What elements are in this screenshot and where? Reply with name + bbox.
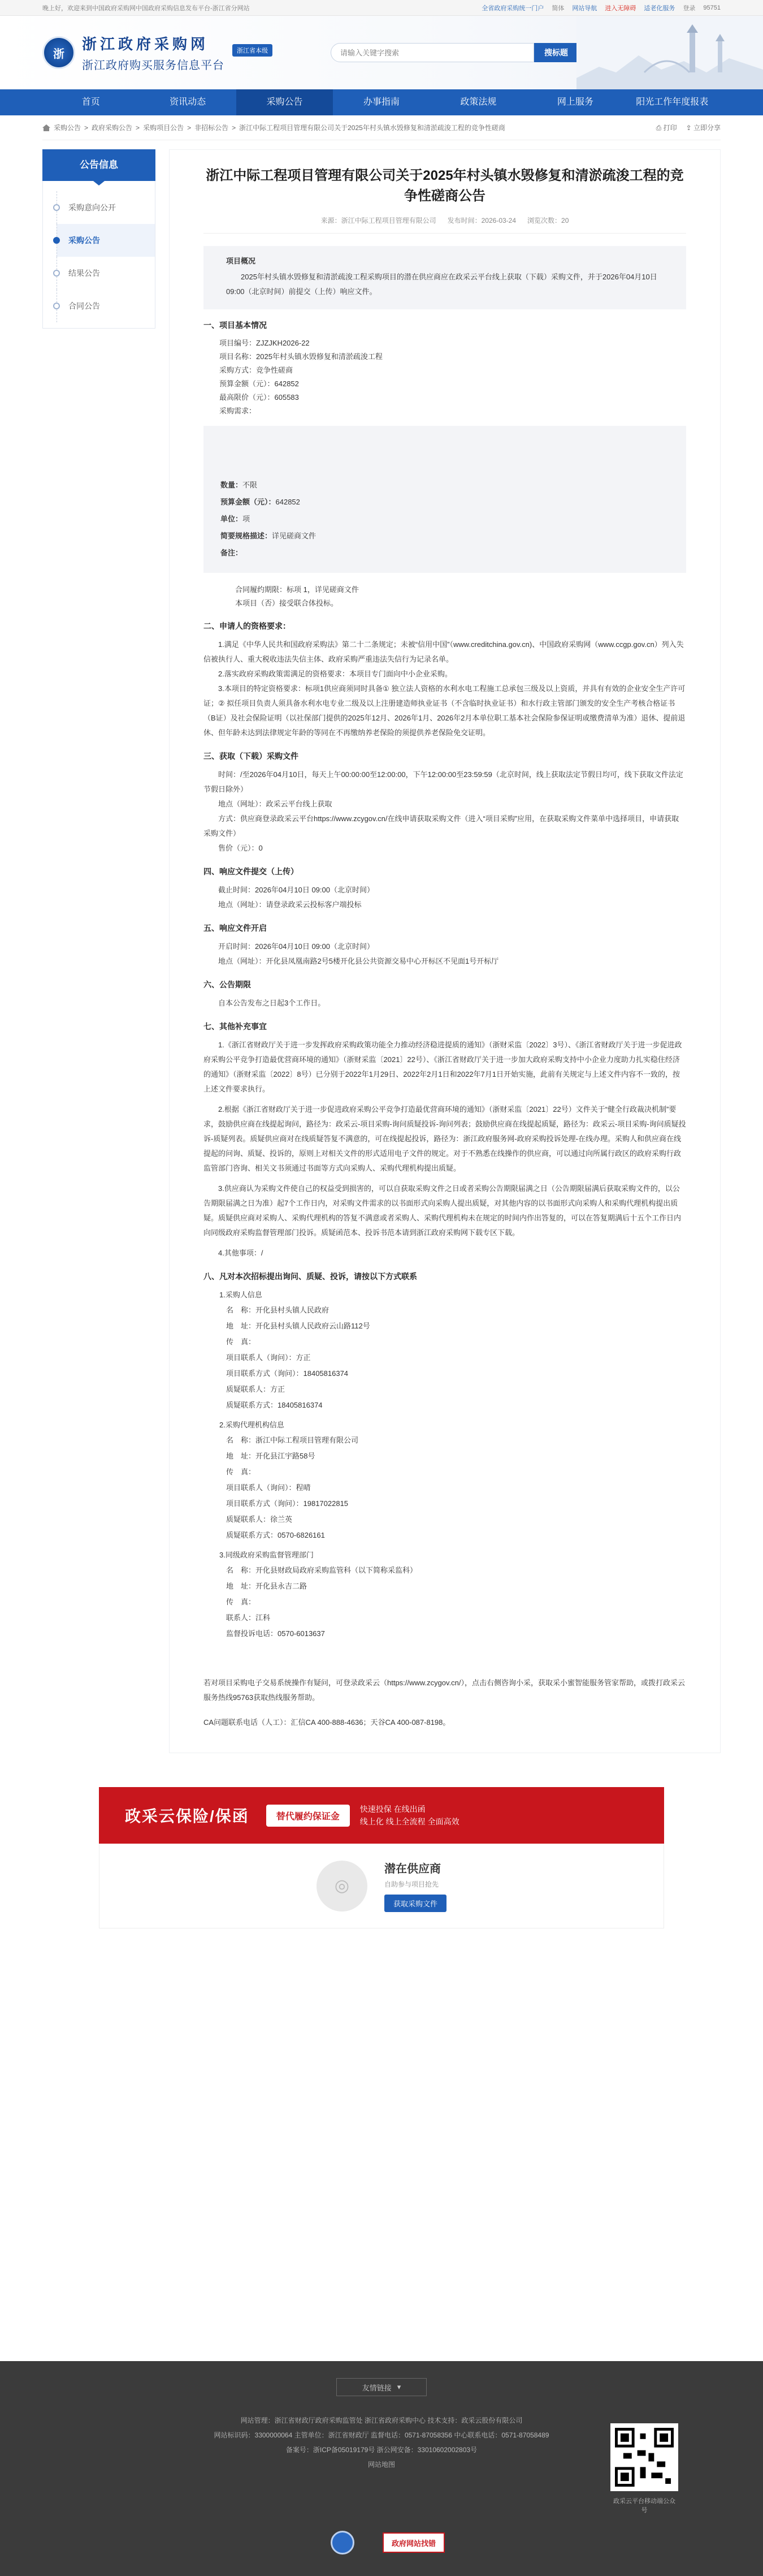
nav-news[interactable]: 资讯动态 bbox=[170, 97, 206, 107]
nav-policy[interactable]: 政策法规 bbox=[460, 97, 497, 107]
req-row: 数量：不限 bbox=[220, 481, 258, 489]
chevron-down-icon: ▾ bbox=[397, 2383, 401, 2391]
acquire-paragraph: 售价（元）：0 bbox=[218, 844, 263, 852]
breadcrumb-item[interactable]: 采购项目公告 bbox=[143, 124, 184, 132]
project-name: 项目名称：2025年村头镇水毁修复和清淤疏浚工程 bbox=[219, 352, 383, 361]
section-heading: 三、获取（下载）采购文件 bbox=[203, 752, 298, 761]
section-heading: 五、响应文件开启 bbox=[203, 924, 267, 933]
contact-line: 项目联系人（询问）：方正 bbox=[226, 1353, 311, 1362]
share-button[interactable]: ⇪ 立即分享 bbox=[686, 124, 721, 132]
site-title[interactable] bbox=[82, 33, 224, 72]
notice-period: 自本公告发布之日起3个工作日。 bbox=[218, 999, 326, 1007]
site-title-sub: 浙江政府购买服务信息平台 bbox=[82, 59, 224, 72]
insurance-banner[interactable] bbox=[99, 1787, 664, 1844]
top-bar bbox=[0, 0, 763, 16]
contact-line: 传 真： bbox=[226, 1337, 256, 1346]
top-link-accessibility[interactable]: 进入无障碍 bbox=[605, 5, 636, 12]
friend-links-select[interactable]: 友情链接 ▾ bbox=[336, 2378, 427, 2396]
supplement-paragraph: 2.根据《浙江省财政厅关于进一步促进政府采购公平竞争打造最优营商环境的通知》（浙财采监〔2021〕22号）文件关于“健全行政裁决机制”要求，鼓励供应商在线提起询问，路径为：政采云-项目采购-询问质疑投诉-询问列表；鼓励供应商在线提起质疑，路径为：政采云-项目采购-询问质疑投诉-质疑列表。质疑供应商对在线质疑答复不满意的，可在线提起投诉，路径为：浙江政府服务网-政府采购投诉处理-在线办理。采购人和供应商在线提起的问询、质疑、投诉的，原则上对相关文件的形式适用电子文件的规定。对于不熟悉在线操作的供应商，可以通过向所属行政区的政府采购行政监管部门咨询、相关文书须通过书面等方式向采购人、采购代理机构提出质疑。 bbox=[203, 1105, 686, 1172]
budget-amount: 预算金额（元）：642852 bbox=[219, 379, 299, 388]
contact-line: 地 址：开化县江宇路58号 bbox=[226, 1452, 315, 1460]
breadcrumb-current: 浙江中际工程项目管理有限公司关于2025年村头镇水毁修复和清淤疏浚工程的竞争性磋商 bbox=[239, 124, 505, 132]
site-footer bbox=[0, 2361, 763, 2576]
ca-contact-note: CA问题联系电话（人工）：汇信CA 400-888-4636；天谷CA 400-087-8198。 bbox=[203, 1718, 450, 1727]
section-heading: 八、凡对本次招标提出询问、质疑、投诉，请按以下方式联系 bbox=[203, 1272, 417, 1281]
max-price: 最高限价（元）：605583 bbox=[219, 393, 299, 402]
nav-annual-report[interactable]: 阳光工作年度报表 bbox=[636, 97, 709, 107]
section-heading: 七、其他补充事宜 bbox=[203, 1022, 267, 1031]
footer-info bbox=[99, 2413, 664, 2472]
submit-deadline: 截止时间：2026年04月10日 09:00（北京时间） bbox=[218, 886, 374, 894]
footer-line: 网站管理：浙江省财政厅政府采购监管处 浙江省政府采购中心 技术支持：政采云股份有限公司 bbox=[240, 2417, 523, 2424]
banner-sub: 快速投保 在线出函 线上化 线上全流程 全面高效 bbox=[359, 1805, 459, 1826]
supplier-avatar-icon: ◎ bbox=[317, 1861, 367, 1911]
req-row: 单位：项 bbox=[220, 515, 250, 523]
contact-heading: 3.同级政府采购监督管理部门 bbox=[219, 1551, 314, 1559]
footer-line: 网站标识码：3300000064 主管单位：浙江省财政厅 监督电话：0571-87058356 中心联系电话：0571-87058489 bbox=[214, 2431, 549, 2439]
acquire-paragraph: 时间：/至2026年04月10日，每天上午00:00:00至12:00:00，下午12:00:00至23:59:59（北京时间，线上获取法定节假日均可，线下获取文件法定节假日除外） bbox=[203, 770, 683, 793]
nav-announcements[interactable]: 采购公告 bbox=[236, 89, 333, 115]
contact-heading: 1.采购人信息 bbox=[219, 1291, 262, 1299]
req-row: 备注： bbox=[220, 549, 243, 557]
supplement-paragraph: 4.其他事项：/ bbox=[218, 1249, 263, 1257]
requirements-table bbox=[203, 426, 686, 573]
breadcrumb: 采购公告 > 政府采购公告 > 采购项目公告 > 非招标公告 > 浙江中际工程项目管理有限公司关于2025年村头镇水毁修复和清淤疏浚工程的竞争性磋商 ⎙ 打印 ⇪ 立即分享 bbox=[42, 115, 721, 140]
timeline-dot-icon bbox=[53, 204, 60, 211]
sidebar-title: 公告信息 bbox=[42, 149, 155, 181]
overview-text: 2025年村头镇水毁修复和清淤疏浚工程采购项目的潜在供应商应在政采云平台线上获取（下载）采购文件，并于2026年04月10日 09:00（北京时间）前提交（上传）响应文件。 bbox=[226, 273, 657, 296]
project-overview bbox=[203, 246, 686, 309]
footer-badges bbox=[331, 2531, 445, 2555]
timeline-dot-icon bbox=[53, 270, 60, 277]
article-title: 浙江中际工程项目管理有限公司关于2025年村头镇水毁修复和清淤疏浚工程的竞争性磋商公告 bbox=[206, 168, 684, 204]
sidebar-list bbox=[42, 181, 155, 329]
procurement-method: 采购方式：竞争性磋商 bbox=[219, 366, 293, 374]
sidebar bbox=[42, 149, 155, 1753]
site-header bbox=[0, 16, 763, 89]
contact-line: 质疑联系人：徐兰英 bbox=[226, 1515, 293, 1524]
nav-home[interactable]: 首页 bbox=[81, 97, 100, 107]
article-views: 浏览次数：20 bbox=[527, 217, 569, 225]
banner-tag: 替代履约保证金 bbox=[266, 1805, 350, 1827]
contact-line: 项目联系方式（询问）：18405816374 bbox=[226, 1369, 349, 1378]
article bbox=[169, 149, 721, 1753]
section-heading: 四、响应文件提交（上传） bbox=[203, 867, 298, 876]
req-row: 简要规格描述：详见磋商文件 bbox=[220, 532, 317, 540]
qualification-paragraph: 3.本项目的特定资格要求：标项1供应商须同时具备① 独立法人资格的水利水电工程施工总承包三级及以上资质，并具有有效的企业安全生产许可证；② 拟任项目负责人须具备水利水电专业二级及以上注册建造师执业证书（不含临时执业证书）和水行政主管部门颁发的安全生产考核合格证书（B证）及社会保险证明（以社保部门提供的2025年12月、2026年1月、2026年2月本单位职工基本社会保险参保证明或缴费清单为准）退休、提前退休、但年龄未达到法律规定年龄的等同在不再缴纳养老保险的须提供养老保险免交证明。 bbox=[203, 684, 686, 737]
top-link-nav[interactable]: 网站导航 bbox=[572, 5, 597, 12]
section-heading: 一、项目基本情况 bbox=[203, 321, 267, 330]
breadcrumb-item[interactable]: 政府采购公告 bbox=[92, 124, 133, 132]
home-icon[interactable] bbox=[42, 124, 50, 131]
contact-line: 名 称：浙江中际工程项目管理有限公司 bbox=[226, 1436, 359, 1444]
gov-site-error-report-badge[interactable]: 政府网站找错 bbox=[383, 2532, 445, 2553]
article-date: 发布时间：2026-03-24 bbox=[447, 217, 517, 225]
site-logo-icon[interactable]: 浙 bbox=[42, 36, 75, 69]
potential-supplier-card bbox=[99, 1844, 664, 1928]
submit-location: 地点（网址）：请登录政采云投标客户端投标 bbox=[218, 900, 362, 909]
supplement-paragraph: 1.《浙江省财政厅关于进一步发挥政府采购政策功能全力推动经济稳进提质的通知》（浙财采监〔2022〕3号）、《浙江省财政厅关于进一步促进政府采购公平竞争打造最优营商环境的通知》（浙财采监〔2021〕22号）、《浙江省财政厅关于进一步加大政府采购支持中小企业力度助力扎实稳住经济的通知》（浙财采监〔2022〕8号）已分别于2022年1月29日、2022年2月1日和2022年7月1日开始实施，此前有关规定与上述文件内容不一致的，按上述文件要求执行。 bbox=[203, 1041, 682, 1093]
supplier-sub: 自助参与项目抢先 bbox=[384, 1880, 439, 1888]
contact-line: 项目联系人（询问）：程晴 bbox=[226, 1483, 311, 1492]
main-nav bbox=[0, 89, 763, 115]
top-links bbox=[482, 3, 721, 12]
qr-caption: 政采云平台移动端公众号 bbox=[613, 2498, 675, 2514]
top-link-lang[interactable]: 简体 bbox=[552, 5, 565, 12]
contact-line: 地 址：开化县村头镇人民政府云山路112号 bbox=[226, 1322, 370, 1330]
requirements-label: 采购需求： bbox=[219, 407, 257, 415]
contact-heading: 2.采购代理机构信息 bbox=[219, 1421, 284, 1429]
article-meta bbox=[203, 215, 686, 234]
acquire-paragraph: 地点（网址）：政采云平台线上获取 bbox=[218, 800, 332, 808]
section-heading: 二、申请人的资格要求： bbox=[203, 622, 291, 631]
party-gov-badge-icon[interactable] bbox=[331, 2531, 354, 2555]
sidebar-item-result[interactable]: 结果公告 bbox=[57, 257, 155, 290]
qualification-paragraph: 1.满足《中华人民共和国政府采购法》第二十二条规定；未被“信用中国”（www.creditchina.gov.cn)、中国政府采购网（www.ccgp.gov.cn）列入失信被执行人、重大税收违法失信主体、政府采购严重违法失信行为记录名单。 bbox=[203, 640, 684, 663]
banner-title: 政采云保险/保函 bbox=[125, 1807, 249, 1825]
contact-line: 质疑联系方式：0570-6826161 bbox=[226, 1531, 325, 1539]
contact-line: 质疑联系人：方正 bbox=[226, 1385, 285, 1393]
main-area bbox=[42, 149, 721, 1753]
search-input[interactable] bbox=[331, 43, 534, 62]
print-button[interactable]: ⎙ 打印 bbox=[656, 124, 677, 132]
opening-time: 开启时间：2026年04月10日 09:00（北京时间） bbox=[218, 942, 374, 951]
project-number: 项目编号：ZJZJKH2026-22 bbox=[219, 339, 310, 347]
region-switch[interactable]: 浙江省本级 bbox=[232, 44, 272, 57]
greeting-text: 晚上好，欢迎来到中国政府采购网中国政府采购信息发布平台-浙江省分网站 bbox=[42, 5, 250, 12]
opening-location: 地点（网址）：开化县凤凰南路2号5楼开化县公共资源交易中心开标区不见面1号开标厅 bbox=[218, 957, 499, 965]
sidebar-item-contract[interactable]: 合同公告 bbox=[57, 290, 155, 322]
qr-code-icon bbox=[610, 2423, 678, 2491]
top-link-login[interactable]: 登录 bbox=[683, 5, 696, 12]
contact-line: 名 称：开化县财政局政府采购监管科（以下简称采监科） bbox=[226, 1566, 418, 1574]
sidebar-item-intention[interactable]: 采购意向公开 bbox=[57, 191, 155, 224]
contact-line: 质疑联系方式：18405816374 bbox=[226, 1401, 323, 1409]
footer-line: 备案号：浙ICP备05019179号 浙公网安备：33010602002803号 bbox=[285, 2446, 478, 2454]
contract-period: 合同履约期限：标项 1，详见磋商文件 bbox=[235, 585, 359, 594]
contact-line: 名 称：开化县村头镇人民政府 bbox=[226, 1306, 330, 1314]
supplement-paragraph: 3.供应商认为采购文件使自己的权益受到损害的，可以自获取采购文件之日或者采购公告期限届满之日（公告期限届满后获取采购文件的，以公告期限届满之日为准）起7个工作日内，对采购文件需求的以书面形式向采购人提出质疑，对其他内容的以书面形式向采购人和采购代理机构提出质疑。质疑供应商对采购人、采购代理机构的答复不满意或者采购人、采购代理机构未在规定的时间内作出答复的，可以在答复期满后十五个工作日内向同级政府采购监督管理部门投诉。质疑函范本、投诉书范本请到浙江政府采购网下载专区下载。 bbox=[203, 1184, 682, 1237]
supplier-title: 潜在供应商 bbox=[384, 1863, 441, 1875]
timeline-dot-icon bbox=[53, 237, 60, 244]
contact-line: 传 真： bbox=[226, 1468, 256, 1476]
contact-line: 传 真： bbox=[226, 1598, 256, 1606]
breadcrumb-item[interactable]: 采购公告 bbox=[54, 124, 81, 132]
section-heading: 六、公告期限 bbox=[203, 980, 251, 989]
contact-line: 地 址：开化县永吉二路 bbox=[226, 1582, 307, 1590]
contact-line: 联系人：江科 bbox=[226, 1613, 271, 1622]
top-link-portal[interactable]: 全省政府采购统一门户 bbox=[482, 5, 544, 12]
search-title-button[interactable]: 搜标题 bbox=[534, 43, 578, 62]
get-procurement-file-button[interactable]: 获取采购文件 bbox=[384, 1895, 446, 1912]
nav-guide[interactable]: 办事指南 bbox=[363, 97, 400, 107]
qualification-paragraph: 2.落实政府采购政策需满足的资格要求：本项目专门面向中小企业采购。 bbox=[218, 670, 452, 678]
article-source: 来源：浙江中际工程项目管理有限公司 bbox=[320, 217, 436, 225]
acquire-paragraph: 方式：供应商登录政采云平台https://www.zcygov.cn/在线申请获取采购文件（进入“项目采购”应用，在获取采购文件菜单中选择项目，申请获取采购文件） bbox=[203, 814, 679, 838]
contact-line: 项目联系方式（询问）：19817022815 bbox=[226, 1499, 349, 1508]
timeline-dot-icon bbox=[53, 303, 60, 309]
sitemap-link[interactable]: 网站地图 bbox=[367, 2461, 395, 2469]
site-title-main: 浙江政府采购网 bbox=[82, 36, 209, 53]
req-row: 预算金额（元）：642852 bbox=[220, 498, 300, 506]
contact-line: 监督投诉电话：0570-6013637 bbox=[226, 1629, 325, 1638]
skyline-illustration bbox=[576, 16, 763, 89]
qr-code bbox=[610, 2423, 678, 2514]
sidebar-item-procurement[interactable]: 采购公告 bbox=[57, 224, 155, 257]
breadcrumb-item[interactable]: 非招标公告 bbox=[194, 124, 229, 132]
visit-count: 95751 bbox=[703, 5, 721, 11]
consortium-note: 本项目（否）接受联合体投标。 bbox=[235, 599, 339, 607]
nav-online-service[interactable]: 网上服务 bbox=[557, 97, 593, 107]
top-link-elderly[interactable]: 适老化服务 bbox=[644, 5, 675, 12]
help-note: 若对项目采购电子交易系统操作有疑问，可登录政采云（https://www.zcygov.cn/），点击右侧咨询小采，获取采小蜜智能服务管家帮助，或拨打政采云服务热线95763获取热线服务帮助。 bbox=[203, 1679, 686, 1702]
overview-heading: 项目概况 bbox=[226, 257, 256, 265]
